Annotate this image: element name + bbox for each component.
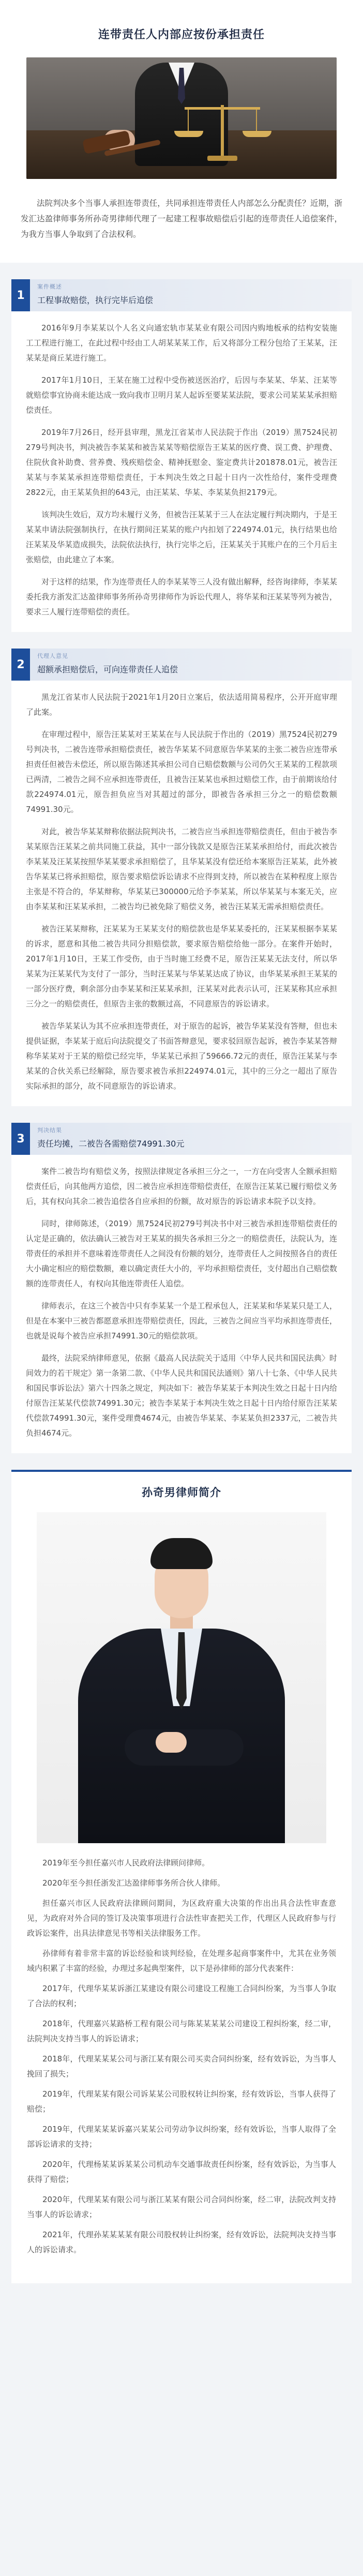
section-number: 1	[11, 279, 30, 311]
profile-paragraph: 2018年，代理嘉兴某路桥工程有限公司与陈某某某某公司建设工程纠纷案，经二审，法院判决支持当事人的诉讼请求；	[27, 2019, 336, 2043]
section-title: 工程事故赔偿，执行完毕后追偿	[37, 295, 154, 305]
profile-body	[11, 1843, 352, 2283]
profile-paragraph: 2021年，代理孙某某某某有限公司股权转让纠纷案，经有效诉讼，法院判决支持当事人的诉讼请求。	[27, 2230, 336, 2254]
paragraph: 对于这样的结果，作为连带责任人的李某某等三人没有做出解释，经咨询律师，李某某委托我方浙发汇达盈律师事务所孙奇男律师作为诉讼代理人，将华某和汪某某等列为被告，要求三人履行连带赔偿的责任。	[26, 577, 337, 616]
paragraph: 2019年7月26日，经开县审理，黑龙江省某市人民法院于作出（2019）黑7524民初279号判决书，判决被告李某某和被告某某等赔偿原告王某某的医疗费、误工费、护理费、住院伙食补助费、营养费、残疾赔偿金、精神抚慰金、鉴定费共计201878.01元，被告汪某某与李某某承担连带赔偿责任，于本判决生效之日起十日内一次性给付，案件受理费2822元，由王某某负担的643元，由汪某某、华某、李某某负担2179元。	[26, 428, 337, 497]
section-header	[11, 1123, 352, 1155]
profile-paragraph: 2019年，代理某某有限公司诉某某公司股权转让纠纷案，经有效诉讼，当事人获得了赔偿；	[27, 2089, 336, 2114]
profile-paragraph: 2020年，代理杨某某诉某某公司机动车交通事故责任纠纷案，经有效诉讼，为当事人获得了赔偿；	[27, 2160, 336, 2184]
profile-paragraph: 担任嘉兴市区人民政府法律顾问期间，为区政府重大决策的作出出具合法性审查意见，为政府对外合同的签订及决策事项进行合法性审查把关工作，代理区人民政府参与行政诉讼案件，出具法律意见书等相关法律服务工作。	[27, 1899, 336, 1938]
section-header	[11, 649, 352, 681]
section-subtitle: 代理人意见	[37, 653, 68, 659]
profile-paragraph: 2020年，代理某某有限公司与浙江某某有限公司合同纠纷案，经二审，法院改判支持当事人的诉讼请求；	[27, 2195, 336, 2219]
paragraph: 被告汪某某辩称，汪某某为王某某支付的赔偿款也是华某某委托的，汪某某根据李某某的诉求，愿意和其他二被告共同分担赔偿款，要求原告赔偿给他一部分。在案件开始时，2017年1月10日，王某工作受伤，由于当时施工经费不足，原告汪某某无法支付，所以华某某为汪某某代为支付了一部分，当时汪某某与华某某达成了协议，由华某某承担王某某的一部分医疗费，剩余部分由李某某和汪某某承担，汪某某对此表示认可，汪某某称其应承担三分之一的赔偿责任，但原告主张的数额过高，不同意原告的诉讼请求。	[26, 924, 337, 1008]
section-body	[11, 1155, 352, 1453]
profile-paragraph: 2018年，代理某某某公司与浙江某有限公司买卖合同纠纷案，经有效诉讼，为当事人挽回了损失；	[27, 2054, 336, 2078]
paragraph: 2016年9月李某某以个人名义向通宏轨市某某业有限公司因内购地板承的结构安装施工工程进行施工，在此过程中经由工人胡某某某工作，后又将部分工程分包给了王某某，汪某某是商丘某进行施工。	[26, 323, 337, 363]
paragraph: 律师表示，在这三个被告中只有李某某一个是工程承包人，汪某某和华某某只是工人，但是在本案中三被告都愿意承担连带赔偿责任，因此，三被告之间应当平均承担连带责任，也就是说每个被告应承担74991.30元的赔偿款项。	[26, 1301, 337, 1340]
profile-paragraph: 2017年，代理华某某诉浙江某建设有限公司建设工程施工合同纠纷案，为当事人争取了合法的权利；	[27, 1984, 336, 2008]
article-intro: 法院判决多个当事人承担连带责任，共同承担连带责任人内部怎么分配责任？近期，浙发汇达盈律师事务所孙奇男律师代理了一起建工程事故赔偿后引起的连带责任人追偿案件，为我方当事人争取到了合法权利。	[21, 199, 342, 239]
paragraph: 在审理过程中，原告汪某某对王某某在与人民法院于作出的（2019）黑7524民初279号判决书，二被告连带承担赔偿责任，被告华某某不同意原告华某某的主张二被告应连带承担责任但被告未偿还，所以原告陈述其承担公司自已赔偿数额与公司仍欠王某某的工程款项已两清，二被告之间不应承担连带责任，且被告汪某某也承担过赔偿工作，由于前期该给付款224974.01元，原告担负应当对其超过的部分，即被告各承担三分之一的赔偿数额74991.30元。	[26, 730, 337, 814]
profile-paragraph: 2019年，代理某某某诉嘉兴某某公司劳动争议纠纷案，经有效诉讼，当事人取得了全部诉讼请求的支持；	[27, 2125, 336, 2149]
profile-paragraph: 2020年至今担任浙发汇达盈律师事务所合伙人律师。	[42, 1878, 225, 1888]
section-number: 2	[11, 649, 30, 681]
section-title: 超额承担赔偿后，可向连带责任人追偿	[37, 665, 178, 674]
section-subtitle: 案件概述	[37, 283, 62, 290]
section-body	[11, 311, 352, 632]
profile-title: 孙奇男律师简介	[142, 1486, 221, 1499]
lawyer-portrait-photo	[37, 1512, 326, 1843]
article-title: 连带责任人内部应按份承担责任	[98, 28, 265, 41]
paragraph: 黑龙江省某市人民法院于2021年1月20日立案后，依法适用简易程序，公开开庭审理了此案。	[26, 692, 337, 717]
profile-paragraph: 2019年至今担任嘉兴市人民政府法律顾问律师。	[42, 1858, 210, 1867]
paragraph: 最终，法院采纳律师意见，依据《最高人民法院关于适用〈中华人民共和国民法典〉时间效力的若干规定》第一条第二款、《中华人民共和国民法通则》第八十七条、《中华人民共和国民事诉讼法》第六十四条之规定，判决如下：被告华某某于本判决生效之日起十日内给付原告汪某某代偿款74991.30元；被告李某某于本判决生效之日起十日内给付原告汪某某代偿款74991.30元，案件受理费4674元，由被告华某某、李某某负担2337元，二被告共负担4674元。	[26, 1353, 337, 1438]
section-title: 责任均摊，二被告各需赔偿74991.30元	[37, 1139, 185, 1149]
paragraph: 2017年1月10日，王某在施工过程中受伤被送医治疗，后因与李某某、华某、汪某等就赔偿事宜协商未能达成一致向我市卫明月某人起诉至要某某法院，要求公司某某某承担赔偿责任。	[26, 375, 337, 415]
paragraph: 被告华某某认为其不应承担连带责任，对于原告的起诉，被告华某某没有答辩，但也未提供证据，李某某于庭后向法院提交了书面答辩意见，要求驳回原告起诉，被告李某某答辩称华某某对于王某的赔偿已经完毕，华某某已承担了59666.72元的责任，原告汪某某与李某某的合伙关系已经解除，原告要求被告承担224974.01元，其中的三分之一超出了原告实际承担的部分，故不同意原告的诉讼请求。	[26, 1021, 337, 1091]
paragraph: 对此，被告华某某辩称依据法院判决书，二被告应当承担连带赔偿责任，但由于被告李某某原告汪某某之前共同施工获益，其中一部分钱款又是原告汪某某承担给付，而此次被告李某某及汪某某按照华某某要求承担赔偿了，且华某某没有偿还给本案原告汪某某，此外被告华某某已将承担赔偿，原告要求赔偿诉讼请求不应得到支持，所以被告在某种程度上原告主张是不符合的，华某辩称，华某某已300000元给予李某某，所以华某某与本案无关，应由李某某和汪某某承担，二被告均已被免除了赔偿义务，被告汪某某无需承担赔偿责任。	[26, 827, 337, 911]
lawyer-profile	[11, 1470, 352, 2283]
section-case-overview	[11, 263, 352, 632]
hero-image-lawyer-scales	[26, 57, 337, 179]
section-header	[11, 279, 352, 311]
paragraph: 同时，律师陈述，（2019）黑7524民初279号判决书中对三被告承担连带赔偿责任的认定是正确的，依法确认三被告对王某某的损失各承担三分之一的赔偿责任，法院认为，连带责任的承担并不意味着连带责任人之间没有份额的划分，连带责任人之间按照各自的责任大小确定相应的赔偿数额，难以确定责任大小的，平均承担赔偿责任，支付超出自己赔偿数额的连带责任人，有权向其他连带责任人追偿。	[26, 1219, 337, 1288]
section-subtitle: 判决结果	[37, 1127, 62, 1134]
section-body	[11, 681, 352, 1106]
section-judgment-result	[11, 1106, 352, 1453]
section-number: 3	[11, 1123, 30, 1155]
paragraph: 该判决生效后，双方均未履行义务，但被告汪某某于三人在法定履行判决期内，于是王某某申请法院强制执行，在执行期间汪某某的账户内扣划了224974.01元，执行结果也给汪某某及华某造成损失，法院依法执行，执行完毕之后，汪某某关于其账户在的三个月后主张赔偿，由此建立了本案。	[26, 510, 337, 564]
paragraph: 案件二被告均有赔偿义务，按照法律规定各承担三分之一，一方在向受害人全额承担赔偿责任后，向其他两方追偿，因二被告应承担连带赔偿责任，在原告汪某某已履行赔偿义务后，其有权向其余二被告追偿各自应承担的份额，故对原告的诉讼请求本院予以支持。	[26, 1167, 337, 1206]
section-agent-opinion	[11, 632, 352, 1106]
article-header	[0, 0, 363, 263]
profile-paragraph: 孙律师有着非常丰富的诉讼经验和谈判经验，在处理多起商事案件中，尤其在业务领域内积累了丰富的经验，办理过多起典型案件，以下是孙律师的部分代表案件：	[27, 1949, 336, 1973]
